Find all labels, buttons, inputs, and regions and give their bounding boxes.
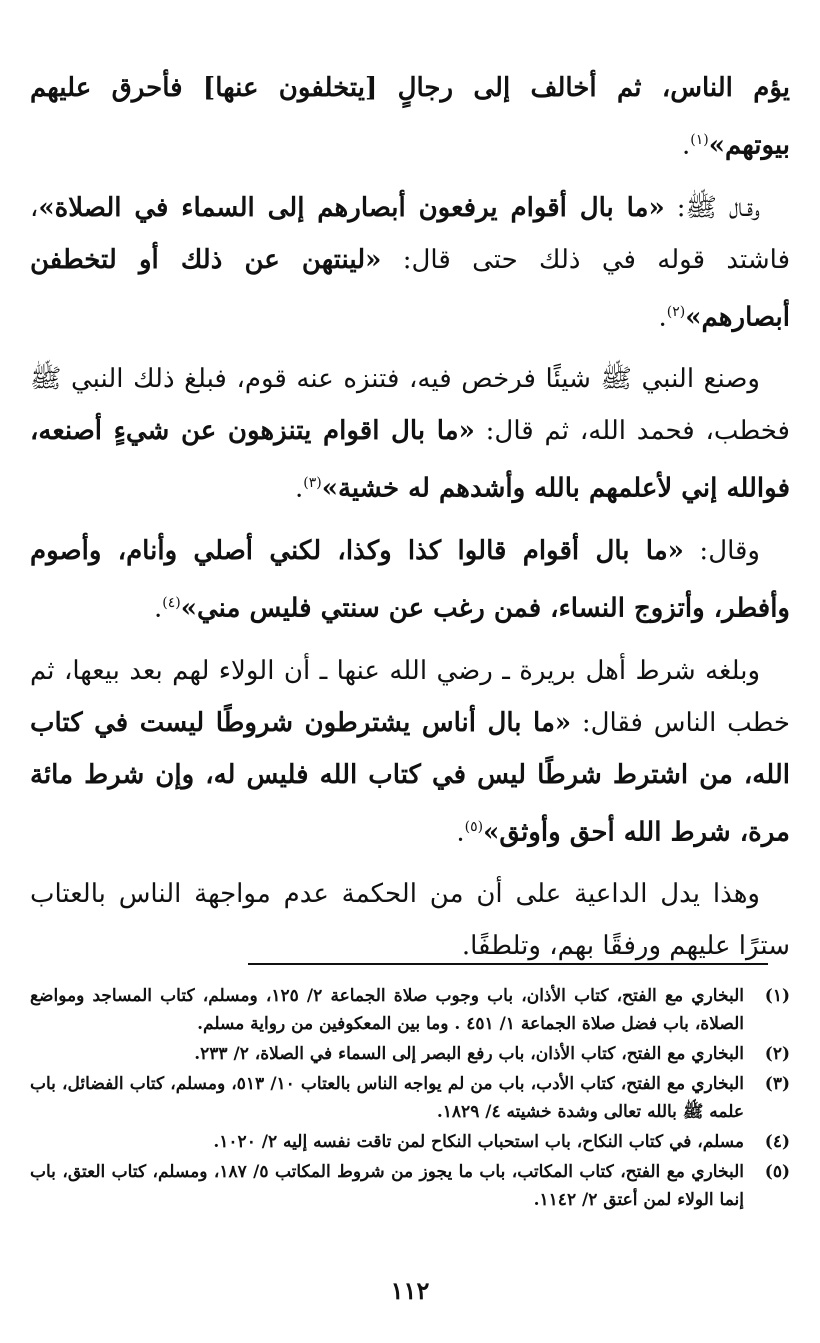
hadith-quote-2: «لينتهن عن ذلك أو لتخطفن أبصارهم» (30, 244, 790, 333)
paragraph-5 (30, 645, 790, 859)
footnote-text: البخاري مع الفتح، كتاب الأذان، باب وجوب صلاة الجماعة ٢/ ١٢٥، ومسلم، كتاب المساجد ومواضع الصلاة، باب فضل صلاة الجماعة ١/ ٤٥١ . وما بين المعكوفين من رواية مسلم. (30, 986, 744, 1034)
footnote-text: البخاري مع الفتح، كتاب الأدب، باب من لم يواجه الناس بالعتاب ١٠/ ٥١٣، ومسلم، كتاب الفضائل، باب علمه ﷺ بالله تعالى وشدة خشيته ٤/ ١٨٢٩. (30, 1074, 744, 1122)
hadith-quote: «ما بال اقوام يتنزهون عن شيءٍ أصنعه، فوالله إني لأعلمهم بالله وأشدهم له خشية» (30, 416, 790, 504)
paragraph-3 (30, 353, 790, 515)
page-number: ١١٢ (390, 1276, 430, 1305)
footnote-ref[interactable]: (٥) (464, 818, 484, 835)
footnote-text: البخاري مع الفتح، كتاب المكاتب، باب ما يجوز من شروط المكاتب ٥/ ١٨٧، ومسلم، كتاب العتق، باب إنما الولاء لمن أعتق ٢/ ١١٤٢. (30, 1162, 744, 1210)
footnote-text: مسلم، في كتاب النكاح، باب استحباب النكاح لمن تاقت نفسه إليه ٢/ ١٠٢٠. (213, 1132, 744, 1152)
paragraph-2 (30, 182, 790, 344)
footnote-number: (٥) (764, 1162, 790, 1182)
paragraph-end: . (154, 593, 163, 624)
footnote-item (30, 982, 790, 1038)
footnote-divider (248, 963, 768, 965)
paragraph-intro: وقـال ﷺ: (664, 192, 760, 223)
main-text (30, 62, 790, 982)
paragraph-middle: ، فاشتد قوله في ذلك حتى قال: (30, 192, 790, 275)
footnote-ref[interactable]: (٤) (162, 594, 181, 611)
footnote-number: (٣) (764, 1074, 790, 1094)
paragraph-intro: وهذا يدل الداعية على أن من الحكمة عدم مواجهة الناس بالعتاب سترًا عليهم ورفقًا بهم، وتلطفًا. (30, 879, 790, 962)
hadith-quote: «ما بال أقوام يرفعون أبصارهم إلى السماء في الصلاة» (38, 192, 665, 223)
paragraph-1 (30, 62, 790, 172)
paragraph-4 (30, 525, 790, 635)
footnote-ref[interactable]: (٢) (666, 303, 686, 320)
paragraph-6 (30, 868, 790, 972)
footnote-item (30, 1158, 790, 1214)
hadith-quote: «ما بال أقوام قالوا كذا وكذا، لكني أصلي وأنام، وأصوم وأفطر، وأتزوج النساء، فمن رغب عن سنتي فليس مني» (30, 535, 790, 624)
footnote-item (30, 1070, 790, 1126)
paragraph-end: . (681, 130, 691, 161)
footnote-ref[interactable]: (١) (690, 132, 709, 148)
footnotes-section (30, 982, 790, 1216)
paragraph-intro: وقال: (683, 535, 760, 566)
paragraph-end: . (456, 817, 465, 848)
paragraph-intro: وصنع النبي ﷺ شيئًا فرخص فيه، فتنزه عنه قوم، فبلغ ذلك النبي ﷺ فخطب، فحمد الله، ثم قال: (30, 364, 790, 447)
footnote-item (30, 1040, 790, 1068)
footnote-number: (٤) (764, 1132, 790, 1152)
footnote-ref[interactable]: (٣) (303, 475, 322, 492)
hadith-quote: «ما بال أناس يشترطون شروطًا ليست في كتاب الله، من اشترط شرطًا ليس في كتاب الله فليس له، وإن شرط مائة مرة، شرط الله أحق وأوثق» (30, 707, 790, 848)
paragraph-end: . (294, 473, 304, 504)
footnote-text: البخاري مع الفتح، كتاب الأذان، باب رفع البصر إلى السماء في الصلاة، ٢/ ٢٣٣. (194, 1044, 744, 1064)
paragraph-end: . (658, 302, 667, 333)
footnote-number: (٢) (764, 1044, 790, 1064)
paragraph-intro: وبلغه شرط أهل بريرة ـ رضي الله عنها ـ أن الولاء لهم بعد بيعها، ثم خطب الناس فقال: (30, 655, 790, 738)
hadith-quote: يؤم الناس، ثم أخالف إلى رجالٍ [يتخلفون عنها] فأحرق عليهم بيوتهم» (30, 73, 790, 161)
footnote-item (30, 1128, 790, 1156)
footnote-number: (١) (764, 986, 790, 1006)
